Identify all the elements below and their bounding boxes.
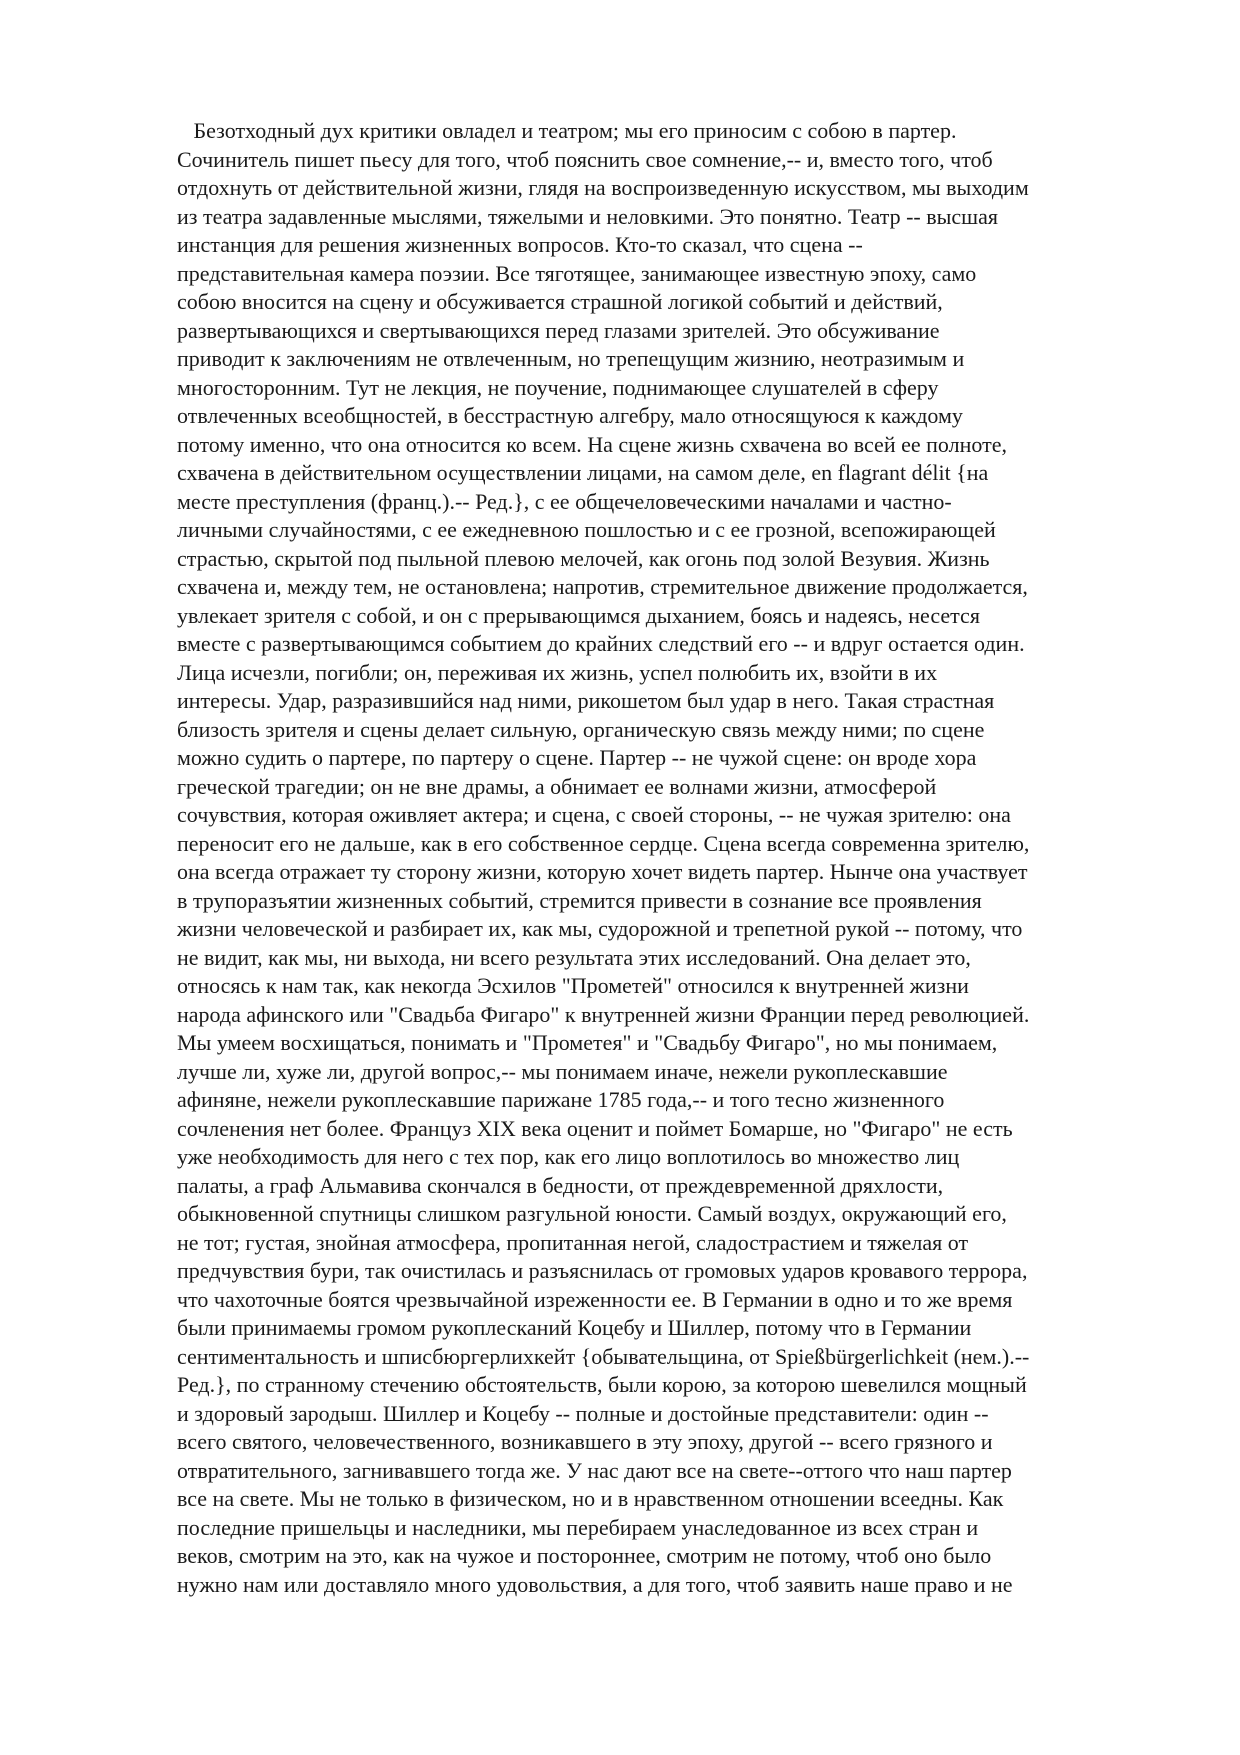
text-line: она всегда отражает ту сторону жизни, которую хочет видеть партер. Нынче она участвует xyxy=(177,859,1028,884)
text-line: народа афинского или "Свадьба Фигаро" к внутренней жизни Франции перед революцией. xyxy=(177,1001,1030,1027)
text-line: нужно нам или доставляло много удовольствия, а для того, чтоб заявить наше право и не xyxy=(177,1571,1013,1597)
text-line: относясь к нам так, как некогда Эсхилов "Прометей" относился к внутренней жизни xyxy=(177,973,969,998)
text-line: уже необходимость для него с тех пор, как его лицо воплотилось во множество лиц xyxy=(177,1144,960,1169)
text-line: лучше ли, хуже ли, другой вопрос,-- мы понимаем иначе, нежели рукоплескавшие xyxy=(177,1058,948,1084)
text-line: отдохнуть от действительной жизни, глядя на воспроизведенную искусством, мы выходим xyxy=(177,175,1029,200)
text-line: были принимаемы громом рукоплесканий Коцебу и Шиллер, потому что в Германии xyxy=(177,1315,972,1340)
text-line: все на свете. Мы не только в физическом, но и в нравственном отношении всеедны. Как xyxy=(177,1486,1004,1511)
text-line: страстью, скрытой под пыльной плевою мелочей, как огонь под золой Везувия. Жизнь xyxy=(177,545,990,571)
text-line: палаты, а граф Альмавива скончался в бедности, от преждевременной дряхлости, xyxy=(177,1172,944,1198)
text-line: Лица исчезли, погибли; он, переживая их жизнь, успел полюбить их, взойти в их xyxy=(177,659,938,685)
text-line: собою вносится на сцену и обсуживается страшной логикой событий и действий, xyxy=(177,289,943,314)
text-line: интересы. Удар, разразившийся над ними, рикошетом был удар в него. Такая страстная xyxy=(177,688,995,713)
text-line: отвратительного, загнивавшего тогда же. У нас дают все на свете--оттого что наш партер xyxy=(177,1457,1012,1483)
text-line: из театра задавленные мыслями, тяжелыми и неловкими. Это понятно. Театр -- высшая xyxy=(177,203,998,229)
text-line: предчувствия бури, так очистилась и разъяснилась от громовых ударов кровавого террора, xyxy=(177,1258,1028,1283)
text-line: что чахоточные боятся чрезвычайной изреженности ее. В Германии в одно и то же время xyxy=(177,1286,1013,1312)
text-line: представительная камера поэзии. Все тяготящее, занимающее известную эпоху, само xyxy=(177,260,977,286)
text-line: Сочинитель пишет пьесу для того, чтоб пояснить свое сомнение,-- и, вместо того, чтоб xyxy=(177,146,993,172)
text-line: переносит его не дальше, как в его собственное сердце. Сцена всегда современна зрителю, xyxy=(177,830,1030,856)
text-line: и здоровый зародыш. Шиллер и Коцебу -- полные и достойные представители: один -- xyxy=(177,1400,989,1426)
text-line: не видит, как мы, ни выхода, ни всего результата этих исследований. Она делает это, xyxy=(177,944,971,970)
text-line: Безотходный дух критики овладел и театром; мы его приносим с собою в партер. xyxy=(177,118,957,143)
text-line: приводит к заключениям не отвлеченным, но трепещущим жизнию, неотразимым и xyxy=(177,346,965,371)
text-line: вместе с развертывающимся событием до крайних следствий его -- и вдруг остается один. xyxy=(177,631,1025,656)
text-line: последние пришельцы и наследники, мы перебираем унаследованное из всех стран и xyxy=(177,1514,979,1540)
text-line: многосторонним. Тут не лекция, не поучение, поднимающее слушателей в сферу xyxy=(177,374,939,400)
text-line: Ред.}, по странному стечению обстоятельств, были корою, за которою шевелился мощный xyxy=(177,1372,1027,1397)
text-line: Мы умеем восхищаться, понимать и "Прометея" и "Свадьбу Фигаро", но мы понимаем, xyxy=(177,1030,998,1055)
text-line: обыкновенной спутницы слишком разгульной юности. Самый воздух, окружающий его, xyxy=(177,1201,1007,1226)
text-line: в трупоразъятии жизненных событий, стремится привести в сознание все проявления xyxy=(177,887,982,913)
text-line: не тот; густая, знойная атмосфера, пропитанная негой, сладострастием и тяжелая от xyxy=(177,1229,969,1255)
text-line: отвлеченных всеобщностей, в бесстрастную алгебру, мало относящуюся к каждому xyxy=(177,403,963,428)
text-line: афиняне, нежели рукоплескавшие парижане 1785 года,-- и того тесно жизненного xyxy=(177,1087,945,1112)
text-line: схвачена и, между тем, не остановлена; напротив, стремительное движение продолжается, xyxy=(177,574,1028,599)
text-line: увлекает зрителя с собой, и он с прерывающимся дыханием, боясь и надеясь, несется xyxy=(177,602,980,628)
text-line: сочленения нет более. Француз XIX века оценит и поймет Бомарше, но "Фигаро" не есть xyxy=(177,1115,1013,1141)
text-line: сочувствия, которая оживляет актера; и сцена, с своей стороны, -- не чужая зрителю: она xyxy=(177,802,1011,827)
text-line: веков, смотрим на это, как на чужое и постороннее, смотрим не потому, чтоб оно было xyxy=(177,1543,992,1568)
text-line: потому именно, что она относится ко всем. На сцене жизнь схвачена во всей ее полноте, xyxy=(177,431,1007,457)
text-line: месте преступления (франц.).-- Ред.}, с ее общечеловеческими началами и частно- xyxy=(177,488,952,514)
text-line: близость зрителя и сцены делает сильную, органическую связь между ними; по сцене xyxy=(177,716,985,742)
text-line: схвачена в действительном осуществлении лицами, на самом деле, en flagrant délit {на xyxy=(177,460,989,485)
body-text xyxy=(177,117,1177,1599)
text-line: греческой трагедии; он не вне драмы, а обнимает ее волнами жизни, атмосферой xyxy=(177,773,937,799)
text-line: всего святого, человечественного, возникавшего в эту эпоху, другой -- всего грязного и xyxy=(177,1429,993,1454)
text-line: инстанция для решения жизненных вопросов. Кто-то сказал, что сцена -- xyxy=(177,232,863,257)
text-line: жизни человеческой и разбирает их, как мы, судорожной и трепетной рукой -- потому, что xyxy=(177,916,1023,941)
text-line: можно судить о партере, по партеру о сцене. Партер -- не чужой сцене: он вроде хора xyxy=(177,745,977,770)
text-line: личными случайностями, с ее ежедневною пошлостью и с ее грозной, всепожирающей xyxy=(177,517,996,542)
text-line: сентиментальность и шписбюргерлихкейт {обывательщина, от Spießbürgerlichkeit (нем.).-- xyxy=(177,1343,1030,1369)
text-line: развертывающихся и свертывающихся перед глазами зрителей. Это обсуживание xyxy=(177,317,940,343)
